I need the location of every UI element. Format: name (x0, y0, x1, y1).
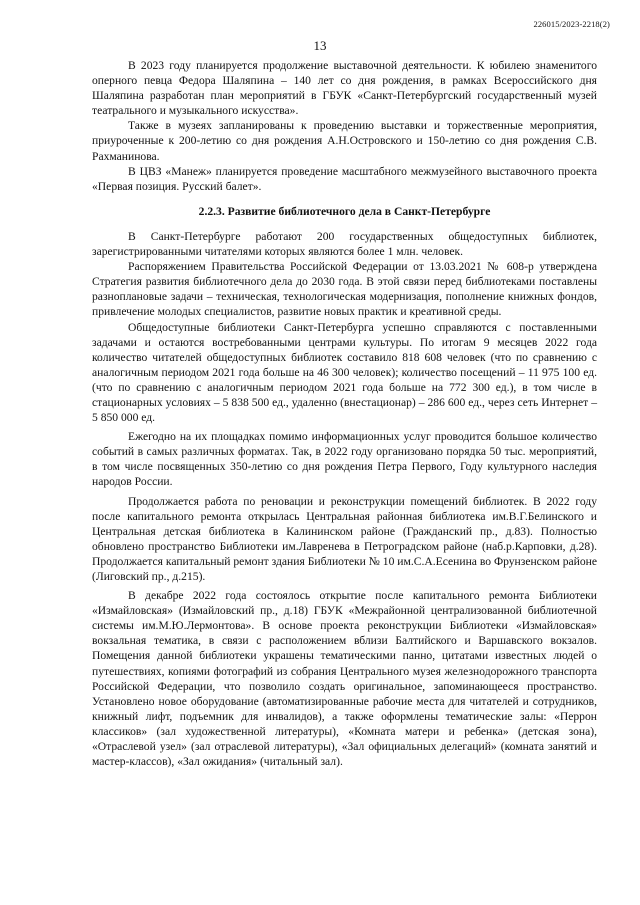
paragraph: Также в музеях запланированы к проведению выставки и торжественные мероприятия, приуроченные к 200-летию со дня рождения А.Н.Островского и 150-летию со дня рождения С.В. Рахманинова. (92, 119, 597, 163)
paragraph: В ЦВЗ «Манеж» планируется проведение масштабного межмузейного выставочного проекта «Первая позиция. Русский балет». (92, 164, 597, 193)
paragraph: Распоряжением Правительства Российской Федерации от 13.03.2021 № 608-р утверждена Стратегия развития библиотечного дела до 2030 года. В этой связи перед библиотеками поставлены разноплановые задачи – техническая, технологическая модернизация, пополнение книжных фондов, привлечение молодых специалистов, развитие новых практик и креативной среды. (92, 260, 597, 319)
document-body (92, 58, 597, 769)
paragraph: Общедоступные библиотеки Санкт-Петербурга успешно справляются с поставленными задачами и остаются востребованными центрами культуры. По итогам 9 месяцев 2022 года количество читателей общедоступных библиотек составило 818 608 человек (что по сравнению с аналогичным периодом 2021 года больше на 46 300 человек); количество посещений – 11 975 100 ед. (что по сравнению с аналогичным периодом 2021 года больше на 772 300 ед.), в том числе в стационарных условиях – 5 838 500 ед., удаленно (внестационар) – 286 600 ед., через сеть Интернет – 5 850 000 ед. (92, 320, 597, 425)
document-registration-number: 226015/2023-2218(2) (533, 19, 610, 29)
paragraph: Ежегодно на их площадках помимо информационных услуг проводится большое количество событий в самых различных форматах. Так, в 2022 году организовано порядка 50 тыс. мероприятий, в том числе посвященных 350-летию со дня рождения Петра Первого, Году культурного наследия народов России. (92, 430, 597, 489)
page-number: 13 (313, 38, 327, 53)
paragraph: В Санкт-Петербурге работают 200 государственных общедоступных библиотек, зарегистрированными читателями которых являются более 1 млн. человек. (92, 229, 597, 259)
section-heading: 2.2.3. Развитие библиотечного дела в Санкт-Петербурге (198, 204, 491, 218)
paragraph: В 2023 году планируется продолжение выставочной деятельности. К юбилею знаменитого оперного певца Федора Шаляпина – 140 лет со дня рождения, в рамках Всероссийского дня Шаляпина разработан план мероприятий в ГБУК «Санкт-Петербургский государственный музей театрального и музыкального искусства». (92, 59, 597, 118)
paragraph: Продолжается работа по реновации и реконструкции помещений библиотек. В 2022 году после капитального ремонта открылась Центральная районная библиотека им.В.Г.Белинского и Центральная детская библиотека в Калининском районе (Гражданский пр., д.83). Полностью обновлено пространство Библиотеки им.Лавренева в Петроградском районе (наб.р.Карповки, д.28). Продолжается капитальный ремонт здания Библиотеки № 10 им.С.А.Есенина во Фрунзенском районе (Лиговский пр., д.215). (92, 494, 597, 583)
paragraph: В декабре 2022 года состоялось открытие после капитального ремонта Библиотеки «Измайловская» (Измайловский пр., д.18) ГБУК «Межрайонной централизованной библиотечной системы им.М.Ю.Лермонтова». В основе проекта реконструкции Библиотеки «Измайловская» вокзальная тематика, в связи с расположением вблизи Балтийского и Варшавского вокзалов. Помещения данной библиотеки украшены тематическими панно, цитатами известных людей о путешествиях, копиями фотографий из собрания Центрального музея железнодорожного транспорта Российской Федерации, что позволило создать оригинальное, запоминающееся пространство. Установлено новое оборудование (автоматизированные рабочие места для читателей и сотрудников, книжный лифт, подъемник для инвалидов), а также оформлены тематические залы: «Перрон классиков» (зал художественной литературы), «Комната матери и ребенка» (детская зона), «Отраслевой узел» (зал отраслевой литературы), «Зал официальных делегаций» (комната занятий и мастер-классов), «Зал ожидания» (читальный зал). (92, 589, 597, 769)
